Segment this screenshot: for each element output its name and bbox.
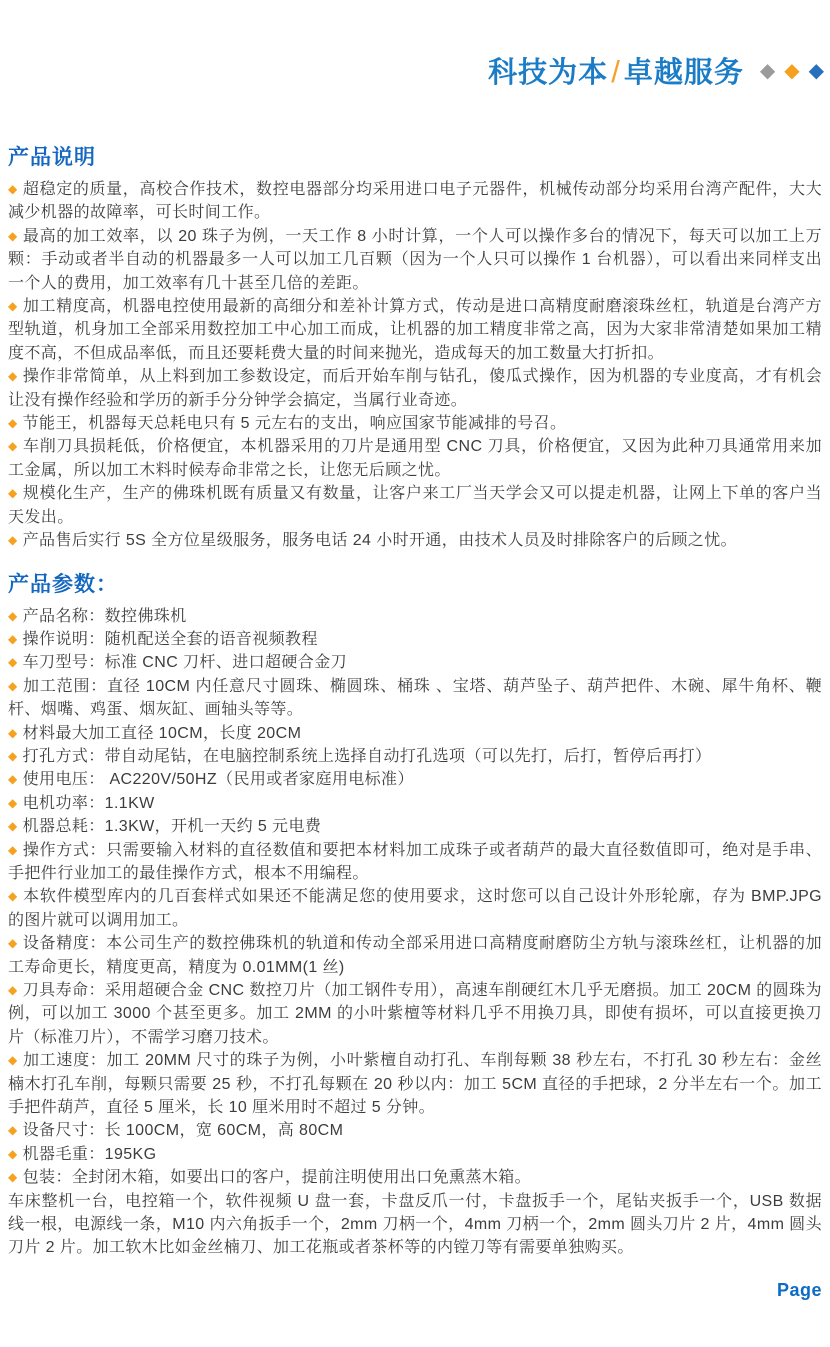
parameter-item bbox=[8, 885, 822, 932]
parameter-item-text: 操作方式：只需要输入材料的直径数值和要把本材料加工成珠子或者葫芦的最大直径数值即可，绝对是手串、手把件行业加工的最佳操作方式，根本不用编程。 bbox=[8, 841, 822, 882]
parameter-item bbox=[8, 722, 822, 745]
diamond-icon: ◆ bbox=[759, 59, 776, 82]
parameter-item-text: 机器毛重：195KG bbox=[22, 1145, 157, 1163]
parameter-item-text: 打孔方式：带自动尾钻，在电脑控制系统上选择自动打孔选项（可以先打，后打，暂停后再打） bbox=[22, 747, 712, 765]
diamond-bullet-icon: ◆ bbox=[8, 533, 18, 548]
diamond-bullet-icon: ◆ bbox=[8, 842, 18, 857]
parameter-item-text: 电机功率：1.1KW bbox=[22, 794, 155, 812]
diamond-bullet-icon: ◆ bbox=[8, 748, 18, 763]
description-item bbox=[8, 482, 822, 529]
parameters-heading: 产品参数： bbox=[8, 572, 118, 596]
diamond-bullet-icon: ◆ bbox=[8, 369, 18, 384]
description-item bbox=[8, 529, 822, 552]
slogan-left-text: 科技为本 bbox=[488, 57, 609, 89]
diamond-bullet-icon: ◆ bbox=[8, 416, 18, 431]
diamond-bullet-icon: ◆ bbox=[8, 299, 18, 314]
parameter-item bbox=[8, 605, 822, 628]
parameter-item-text: 操作说明：随机配送全套的语音视频教程 bbox=[22, 630, 318, 648]
diamond-bullet-icon: ◆ bbox=[8, 1170, 18, 1185]
parameter-item bbox=[8, 651, 822, 674]
header-slogan bbox=[488, 50, 744, 91]
parameter-item-text: 产品名称：数控佛珠机 bbox=[22, 607, 187, 625]
parameter-item bbox=[8, 1166, 822, 1189]
slogan-slash: / bbox=[611, 54, 621, 89]
parameter-item-text: 包装：全封闭木箱，如要出口的客户，提前注明使用出口免熏蒸木箱。 bbox=[22, 1169, 532, 1187]
diamond-bullet-icon: ◆ bbox=[8, 1123, 18, 1138]
diamond-bullet-icon: ◆ bbox=[8, 439, 18, 454]
diamond-bullet-icon: ◆ bbox=[8, 631, 18, 646]
description-item bbox=[8, 225, 822, 295]
product-description-list bbox=[8, 178, 822, 553]
description-item bbox=[8, 365, 822, 412]
parameter-item-text: 加工范围：直径 10CM 内任意尺寸圆珠、椭圆珠、桶珠 、宝塔、葫芦坠子、葫芦把件、木碗、犀牛角杯、鞭杆、烟嘴、鸡蛋、烟灰缸、画轴头等等。 bbox=[8, 677, 822, 719]
diamond-bullet-icon: ◆ bbox=[8, 819, 18, 834]
diamond-bullet-icon: ◆ bbox=[8, 983, 18, 997]
description-item-text: 加工精度高，机器电控使用最新的高细分和差补计算方式，传动是进口高精度耐磨滚珠丝杠，轨道是台湾产方型轨道，机身加工全部采用数控加工中心加工而成，让机器的加工精度非常之高，因为大家非常清楚如果加工精度不高，不但成品率低，而且还要耗费大量的时间来抛光，造成每天的加工数量大打折扣。 bbox=[8, 298, 822, 362]
parameter-item bbox=[8, 815, 822, 838]
description-item-text: 规模化生产，生产的佛珠机既有质量又有数量，让客户来工厂当天学会又可以提走机器，让网上下单的客户当天发出。 bbox=[8, 485, 822, 526]
slogan-right-text: 卓越服务 bbox=[623, 57, 744, 89]
parameter-item-text: 机器总耗：1.3KW，开机一天约 5 元电费 bbox=[22, 818, 322, 836]
description-item-text: 操作非常简单，从上料到加工参数设定，而后开始车削与钻孔，傻瓜式操作，因为机器的专业度高，才有机会让没有操作经验和学历的新手分分钟学会搞定，当属行业奇迹。 bbox=[8, 368, 822, 409]
diamond-icon: ◆ bbox=[784, 59, 800, 82]
parameter-item-text: 本软件模型库内的几百套样式如果还不能满足您的使用要求，这时您可以自己设计外形轮廓，存为 BMP.JPG 的图片就可以调用加工。 bbox=[8, 888, 822, 929]
parameter-item-text: 车刀型号：标准 CNC 刀杆、进口超硬合金刀 bbox=[22, 654, 347, 672]
parameter-item bbox=[8, 792, 822, 815]
parameter-item bbox=[8, 768, 822, 791]
included-accessories-paragraph: 车床整机一台，电控箱一个，软件视频 U 盘一套，卡盘反爪一付，卡盘扳手一个，尾钻夹扳手一个，USB 数据线一根，电源线一条，M10 内六角扳手一个，2mm 刀柄一个，4mm 刀柄一个，2mm 圆头刀片 2 片，4mm 圆头刀片 2 片。加工软木比如金丝楠刀、加工花瓶或者茶杯等的内镗刀等有需要单独购买。 bbox=[8, 1192, 822, 1257]
diamond-bullet-icon: ◆ bbox=[8, 486, 18, 501]
parameter-item-text: 设备精度：本公司生产的数控佛珠机的轨道和传动全部采用进口高精度耐磨防尘方轨与滚珠丝杠，让机器的加工寿命更长，精度更高，精度为 0.01MM(1 丝) bbox=[8, 935, 822, 976]
parameter-item bbox=[8, 675, 822, 722]
parameter-item bbox=[8, 932, 822, 979]
page-content bbox=[8, 146, 822, 1260]
description-item-text: 产品售后实行 5S 全方位星级服务，服务电话 24 小时开通，由技术人员及时排除客户的后顾之忧。 bbox=[22, 532, 737, 550]
diamond-bullet-icon: ◆ bbox=[8, 795, 18, 810]
description-item-text: 最高的加工效率，以 20 珠子为例，一天工作 8 小时计算，一个人可以操作多台的情况下，每天可以加工上万颗：手动或者半自动的机器最多一人可以加工几百颗（因为一个人只可以操作 1 台机器），可以看出来同样支出一个人的费用，加工效率有几十甚至几倍的差距。 bbox=[8, 227, 822, 292]
parameter-item bbox=[8, 1049, 822, 1119]
product-parameters-list bbox=[8, 605, 822, 1190]
header-diamonds bbox=[760, 61, 824, 81]
description-item bbox=[8, 412, 822, 435]
diamond-bullet-icon: ◆ bbox=[8, 228, 18, 243]
parameter-item-text: 加工速度：加工 20MM 尺寸的珠子为例，小叶紫檀自动打孔、车削每颗 38 秒左右，不打孔 30 秒左右：金丝楠木打孔车削，每颗只需要 25 秒，不打孔每颗在 20 秒以内：加工 5CM 直径的手把球，2 分半左右一个。加工手把件葫芦，直径 5 厘米，长 10 厘米用时不超过 5 分钟。 bbox=[8, 1052, 822, 1117]
parameter-item bbox=[8, 1119, 822, 1142]
parameter-item bbox=[8, 745, 822, 768]
parameter-item-text: 材料最大加工直径 10CM，长度 20CM bbox=[22, 724, 302, 742]
page-header bbox=[488, 50, 824, 91]
description-item bbox=[8, 435, 822, 482]
diamond-bullet-icon: ◆ bbox=[8, 1053, 18, 1068]
parameter-item bbox=[8, 628, 822, 651]
diamond-bullet-icon: ◆ bbox=[8, 725, 18, 740]
diamond-bullet-icon: ◆ bbox=[8, 936, 18, 951]
parameter-item bbox=[8, 1143, 822, 1166]
parameter-item-text: 刀具寿命：采用超硬合金 CNC 数控刀片（加工钢件专用），高速车削硬红木几乎无磨损。加工 20CM 的圆珠为例，可以加工 3000 个甚至更多。加工 2MM 的小叶紫檀等材料几乎不用换刀具，即使有损坏，可以直接更换刀片（标准刀片），不需学习磨刀技术。 bbox=[8, 982, 822, 1046]
diamond-bullet-icon: ◆ bbox=[8, 678, 19, 693]
parameter-item bbox=[8, 979, 822, 1049]
parameter-item-text: 使用电压： AC220V/50HZ（民用或者家庭用电标准） bbox=[22, 771, 414, 789]
page-footer-label: Page bbox=[776, 1280, 822, 1300]
diamond-icon: ◆ bbox=[808, 59, 824, 82]
parameter-item bbox=[8, 839, 822, 886]
diamond-bullet-icon: ◆ bbox=[8, 889, 19, 904]
diamond-bullet-icon: ◆ bbox=[8, 655, 18, 670]
diamond-bullet-icon: ◆ bbox=[8, 772, 18, 787]
description-item bbox=[8, 178, 822, 225]
description-item bbox=[8, 295, 822, 365]
description-item-text: 节能王，机器每天总耗电只有 5 元左右的支出，响应国家节能减排的号召。 bbox=[22, 415, 567, 433]
diamond-bullet-icon: ◆ bbox=[8, 182, 18, 196]
diamond-bullet-icon: ◆ bbox=[8, 1146, 18, 1161]
parameter-item-text: 设备尺寸：长 100CM，宽 60CM，高 80CM bbox=[22, 1122, 344, 1140]
description-item-text: 车削刀具损耗低，价格便宜，本机器采用的刀片是通用型 CNC 刀具，价格便宜，又因为此种刀具通常用来加工金属，所以加工木料时候寿命非常之长，让您无后顾之忧。 bbox=[8, 438, 822, 479]
description-item-text: 超稳定的质量，高校合作技术，数控电器部分均采用进口电子元器件，机械传动部分均采用台湾产配件，大大减少机器的故障率，可长时间工作。 bbox=[8, 181, 822, 222]
description-heading: 产品说明 bbox=[8, 146, 96, 169]
diamond-bullet-icon: ◆ bbox=[8, 608, 18, 623]
